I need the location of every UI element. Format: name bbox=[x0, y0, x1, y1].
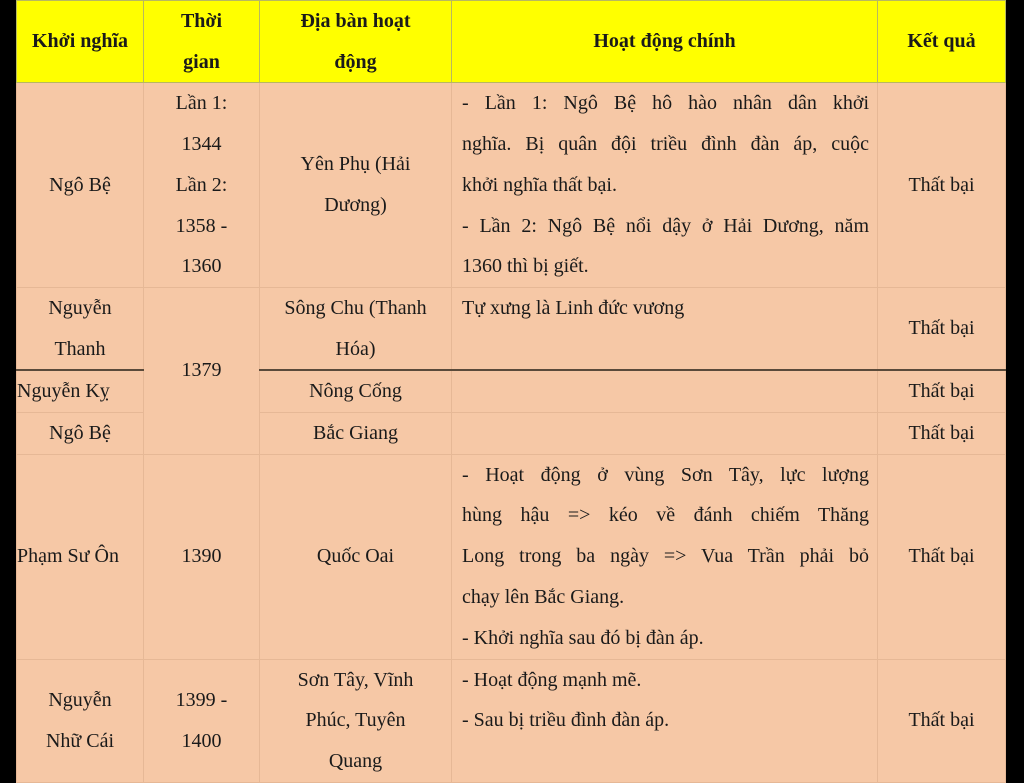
cell-area: Quốc Oai bbox=[260, 454, 452, 659]
cell-activity bbox=[452, 413, 878, 455]
cell-uprising: Nguyễn Thanh bbox=[17, 287, 144, 370]
cell-result: Thất bại bbox=[878, 659, 1006, 782]
cell-area: Sông Chu (Thanh Hóa) bbox=[260, 287, 452, 370]
cell-activity: - Hoạt động ở vùng Sơn Tây, lực lượng hùng hậu => kéo về đánh chiếm Thăng Long trong ba ngày => Vua Trần phải bỏ chạy lên Bắc Giang. - Khởi nghĩa sau đó bị đàn áp. bbox=[452, 454, 878, 659]
cell-time: 1399 - 1400 bbox=[144, 659, 260, 782]
cell-area: Sơn Tây, Vĩnh Phúc, Tuyên Quang bbox=[260, 659, 452, 782]
header-row bbox=[17, 1, 1006, 83]
header-result: Kết quả bbox=[878, 1, 1006, 83]
uprisings-table bbox=[16, 0, 1006, 783]
header-activity: Hoạt động chính bbox=[452, 1, 878, 83]
cell-result: Thất bại bbox=[878, 413, 1006, 455]
table-row bbox=[17, 287, 1006, 370]
cell-uprising: Ngô Bệ bbox=[17, 83, 144, 288]
cell-time: Lần 1: 1344 Lần 2: 1358 - 1360 bbox=[144, 83, 260, 288]
cell-result: Thất bại bbox=[878, 287, 1006, 370]
cell-time: 1390 bbox=[144, 454, 260, 659]
cell-uprising: Nguyễn Nhữ Cái bbox=[17, 659, 144, 782]
table-row bbox=[17, 454, 1006, 659]
cell-result: Thất bại bbox=[878, 370, 1006, 412]
cell-activity: - Lần 1: Ngô Bệ hô hào nhân dân khởi nghĩa. Bị quân đội triều đình đàn áp, cuộc khởi nghĩa thất bại. - Lần 2: Ngô Bệ nổi dậy ở Hải Dương, năm 1360 thì bị giết. bbox=[452, 83, 878, 288]
cell-uprising: Phạm Sư Ôn bbox=[17, 454, 144, 659]
table-row bbox=[17, 659, 1006, 782]
cell-activity: - Hoạt động mạnh mẽ. - Sau bị triều đình đàn áp. bbox=[452, 659, 878, 782]
header-area: Địa bàn hoạt động bbox=[260, 1, 452, 83]
cell-time: 1379 bbox=[144, 287, 260, 454]
cell-uprising: Nguyễn Kỵ bbox=[17, 370, 144, 412]
header-time: Thời gian bbox=[144, 1, 260, 83]
header-uprising: Khởi nghĩa bbox=[17, 1, 144, 83]
table-row bbox=[17, 83, 1006, 288]
cell-result: Thất bại bbox=[878, 83, 1006, 288]
cell-area: Bắc Giang bbox=[260, 413, 452, 455]
cell-result: Thất bại bbox=[878, 454, 1006, 659]
cell-uprising: Ngô Bệ bbox=[17, 413, 144, 455]
cell-area: Yên Phụ (Hải Dương) bbox=[260, 83, 452, 288]
cell-area: Nông Cống bbox=[260, 370, 452, 412]
cell-activity bbox=[452, 370, 878, 412]
cell-activity: Tự xưng là Linh đức vương bbox=[452, 287, 878, 370]
uprisings-table-container bbox=[16, 0, 1005, 773]
